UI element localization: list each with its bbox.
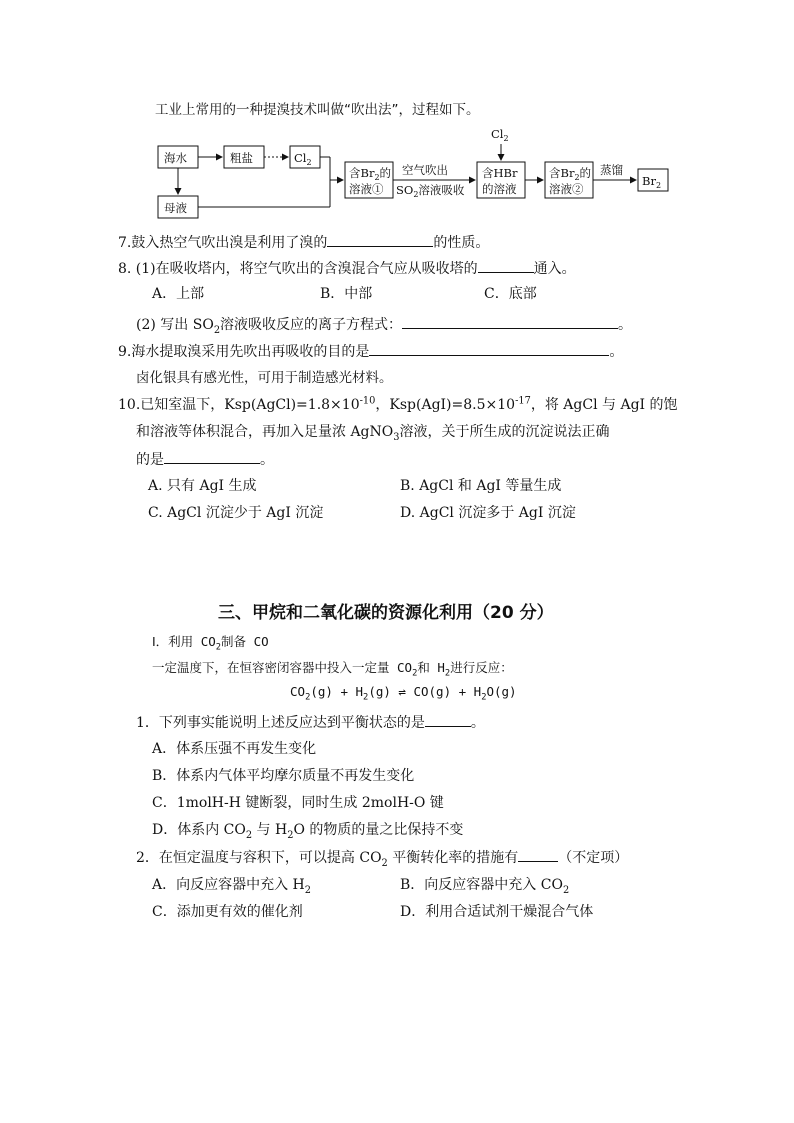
air-blow-label: 空气吹出 [402, 163, 448, 177]
s3-q1-blank[interactable] [425, 712, 471, 727]
crude-salt-label: 粗盐 [230, 151, 253, 165]
bromine-extraction-diagram [150, 126, 680, 222]
q9-text: 9.海水提取溴采用先吹出再吸收的目的是 [118, 344, 370, 360]
br2-box-label: Br [642, 174, 656, 188]
hbr-line1: 含HBr [482, 166, 518, 180]
br2-solution2-line2: 溶液② [549, 182, 584, 196]
br2-solution1-line2: 溶液① [349, 182, 384, 196]
svg-text:Br2: $Br_2$ [642, 174, 662, 190]
section-3-condition: 一定温度下，在恒容密闭容器中投入一定量 $CO_2$和 $H_2$进行反应： [152, 660, 513, 679]
s3-q1-option-a[interactable]: A．体系压强不再发生变化 [152, 741, 317, 757]
cl2-top-label: Cl [491, 127, 504, 141]
br2-solution1-line1: 含Br [349, 166, 375, 180]
distill-label: 蒸馏 [600, 163, 623, 177]
q8-option-b[interactable]: B．中部 [320, 286, 373, 302]
question-8-part2: (2) 写出 $SO_2$溶液吸收反应的离子方程式： 。 [136, 314, 632, 335]
q8-option-a[interactable]: A．上部 [152, 286, 205, 302]
question-8-part1 [118, 258, 576, 279]
seawater-label: 海水 [164, 151, 187, 165]
s3-q1-option-d[interactable]: D．体系内 $CO_2$ 与 $H_2O$ 的物质的量之比保持不变 [152, 822, 464, 841]
s3-q2-option-a[interactable]: A．向反应容器中充入 $H_2$ [152, 877, 312, 896]
svg-text:含Br2的: 含$Br_2$的 [549, 166, 592, 182]
question-9: 9.海水提取溴采用先吹出再吸收的目的是 。 [118, 341, 623, 362]
s3-q1-option-b[interactable]: B．体系内气体平均摩尔质量不再发生变化 [152, 768, 415, 784]
s3-q2-option-c[interactable]: C．添加更有效的催化剂 [152, 904, 303, 920]
q8-part2-blank[interactable] [402, 314, 618, 329]
hbr-line2: 的溶液 [482, 182, 517, 196]
section-3-title: 三、甲烷和二氧化碳的资源化利用（20 分） [218, 603, 554, 623]
section-3-subtitle: Ⅰ．利用 $CO_2$制备 CO [152, 634, 269, 653]
q7-text-end: 的性质。 [433, 235, 490, 251]
q10-option-b[interactable]: B. AgCl 和 AgI 等量生成 [400, 478, 562, 494]
s3-q1-option-c[interactable]: C．1molH-H 键断裂，同时生成 2molH-O 键 [152, 795, 444, 811]
q8-blank[interactable] [478, 258, 534, 273]
q7-text: 7.鼓入热空气吹出溴是利用了溴的 [118, 235, 328, 251]
s3-q2-option-d[interactable]: D．利用合适试剂干燥混合气体 [400, 904, 594, 920]
s3-question-1: 1．下列事实能说明上述反应达到平衡状态的是 。 [136, 712, 485, 733]
question-10-line2: 和溶液等体积混合，再加入足量浓 AgNO$_3$溶液，关于所生成的沉淀说法正确 [136, 424, 610, 443]
q10-option-c[interactable]: C. AgCl 沉淀少于 AgI 沉淀 [148, 505, 324, 521]
reaction-equation: $CO_2(g) + H_2(g)$ ⇌ $CO(g) + H_2O(g)$ [290, 684, 517, 703]
svg-text:Cl2: $Cl_2$ [294, 151, 312, 167]
br2-solution2-line1: 含Br [549, 166, 575, 180]
q10-blank[interactable] [164, 449, 260, 464]
cl2-box-label: Cl [294, 151, 307, 165]
q10-option-a[interactable]: A. 只有 AgI 生成 [148, 478, 257, 494]
question-10-line3: 的是 。 [136, 449, 274, 470]
s3-q2-blank[interactable] [518, 847, 558, 862]
svg-text:Cl2: $Cl_2$ [491, 127, 509, 143]
q8-option-c[interactable]: C．底部 [484, 286, 537, 302]
q10-option-d[interactable]: D. AgCl 沉淀多于 AgI 沉淀 [400, 505, 576, 521]
question-10-line1: 10.已知室温下，$Ksp(AgCl)=1.8\times 10^{-10}$，$Ksp(AgI)=8.5\times 10^{-17}$，将 AgCl 与 AgI 的饱 [118, 395, 678, 413]
s3-question-2: 2．在恒定温度与容积下，可以提高 $CO_2$ 平衡转化率的措施有 （不定项） [136, 847, 628, 868]
intro-text: 工业上常用的一种提溴技术叫做“吹出法”，过程如下。 [155, 102, 480, 118]
mother-liquor-label: 母液 [164, 201, 187, 215]
q9-blank[interactable] [369, 341, 609, 356]
q8-stem-end: 通入。 [533, 261, 576, 277]
q8-stem: 8. (1)在吸收塔内，将空气吹出的含溴混合气应从吸收塔的 [118, 261, 478, 277]
s3-q2-option-b[interactable]: B．向反应容器中充入 $CO_2$ [400, 877, 570, 896]
svg-text:含Br2的: 含$Br_2$的 [349, 166, 392, 182]
halide-note: 卤化银具有感光性，可用于制造感光材料。 [136, 370, 393, 386]
svg-text:SO2溶液吸收: $SO_2$溶液吸收 [396, 183, 465, 199]
so2-absorb-label: SO [396, 183, 414, 197]
question-7 [118, 232, 489, 253]
q7-blank[interactable] [327, 232, 433, 247]
